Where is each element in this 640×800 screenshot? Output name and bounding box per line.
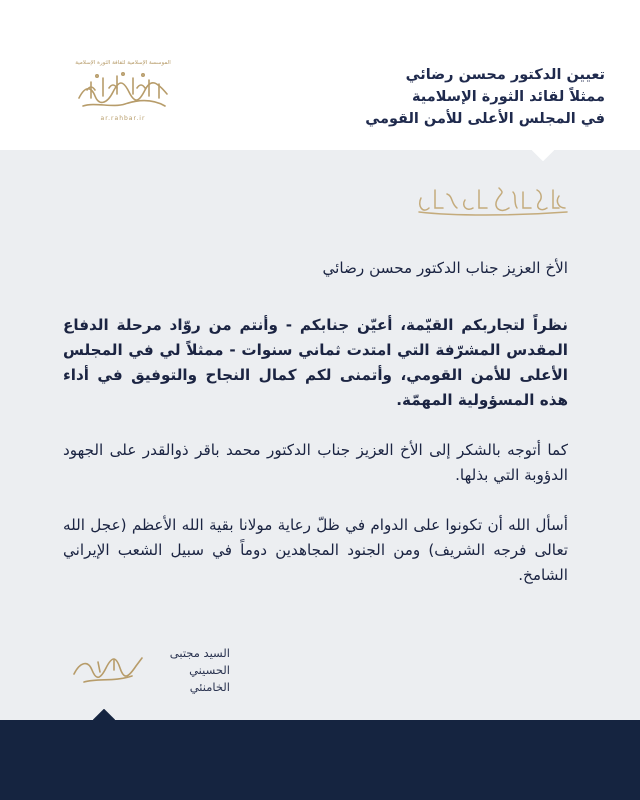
footer-band bbox=[0, 720, 640, 800]
logo-top-text: الموسسة الإسلامية لثقافة الثورة الإسلامية bbox=[75, 60, 171, 66]
signature-block bbox=[70, 640, 230, 694]
letter-paragraph-1: نظراً لتجاربكم القيّمة، أعيّن جنابكم - وأنتم من روّاد مرحلة الدفاع المقدس المشرّفة التي امتدت ثماني سنوات - ممثلاً لي في المجلس الأعلى للأمن القومي، وأتمنى لكم كمال النجاح والتوفيق في أداء هذه المسؤولية المهمّة. bbox=[63, 316, 568, 409]
letter-body bbox=[63, 256, 568, 588]
letter-salutation: الأخ العزيز جناب الدكتور محسن رضائي bbox=[322, 259, 568, 277]
header-title-line-1: تعيين الدكتور محسن رضائي bbox=[405, 67, 605, 83]
header-title-line-3: في المجلس الأعلى للأمن القومي bbox=[365, 111, 605, 127]
signature-name-line-1: السيد مجتبى bbox=[169, 646, 230, 660]
handwritten-signature-icon bbox=[70, 648, 146, 688]
logo-calligraphy-icon bbox=[73, 68, 173, 114]
card-top-notch bbox=[532, 150, 554, 161]
logo-url: ar.rahbar.ir bbox=[100, 115, 146, 122]
signature-name bbox=[150, 645, 230, 696]
letter-paragraph-2: كما أتوجه بالشكر إلى الأخ العزيز جناب الدكتور محمد باقر ذوالقدر على الجهود الدؤوبة التي بذلها. bbox=[63, 441, 568, 484]
header-title bbox=[275, 64, 605, 130]
letter-paragraph-3: أسأل الله أن تكونوا على الدوام في ظلّ رعاية مولانا بقية الله الأعظم (عجل الله تعالى فرجه الشريف) ومن الجنود المجاهدين دوماً في سبيل الشعب الإيراني الشامخ. bbox=[63, 516, 568, 584]
logo bbox=[68, 60, 178, 132]
basmala bbox=[413, 178, 573, 220]
basmala-calligraphy-icon bbox=[413, 178, 573, 220]
signature-name-line-2: الحسيني الخامنئي bbox=[189, 663, 230, 694]
header-title-line-2: ممثلاً لقائد الثورة الإسلامية bbox=[412, 89, 605, 105]
footer-notch bbox=[93, 709, 115, 720]
